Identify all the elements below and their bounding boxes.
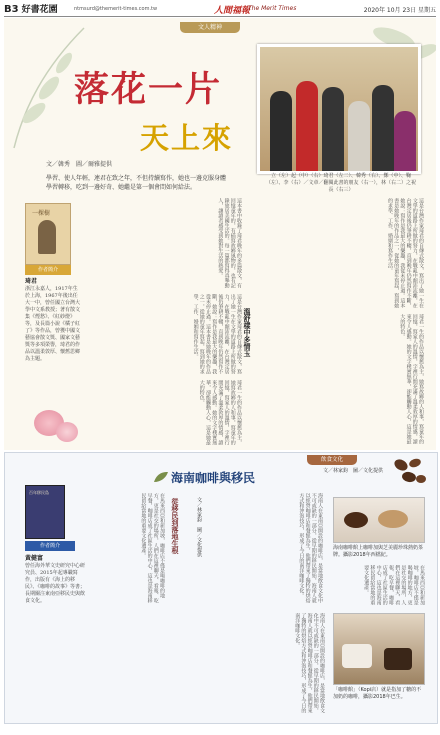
author-name: 黃健富 [25,555,44,562]
book-cover: 百年移民島 [25,485,65,539]
article-column: 這本書中收錄了琦君晚年的多篇散文，有回憶童年的，有描寫故鄉風物的，也有記錄旅居美國生活的。每一篇都寫得真摯動人，讓讀者感受到她對生活的熱愛。 [217,198,242,288]
masthead-logo: 人間福報 [214,6,251,16]
coffee-shop-photo [333,613,425,685]
flower-decoration-icon [56,422,78,442]
author-bio: 曾任海外華文史研究中心研究員、2015年起專職寫作，出版有《海上的移民》、《咖啡的故事》等書；長期關注東南亞移民史與飲食文化。 [25,563,86,604]
photo-caption: 立（左）起（中）（右）琦君（左二）、韓秀（右）、鄭（中）、鞠（左）、李（右）／文章／翻閱此書的朋友（右一），林（右二）之祝長（右三） [266,173,417,193]
author-profile [25,555,85,605]
headline-line1: 落花一片 [74,70,223,110]
section-tag: 文人精神 [180,22,240,33]
photo-caption: 「咖啡館」（Kopi店）就是指加了糖的不加奶的咖啡，攝影2018年巴生。 [333,687,422,700]
article-column: 海南人在東南亞開設的咖啡店，是當地飲食文化中不可或缺的一部分，從早期的移民開始，海南人就以經營咖啡店和餐館為生，他們帶來了獨特的烘焙方式和沖泡技巧，形成了今日的南洋咖啡文化。 [294,613,325,713]
author-name: 琦君 [25,278,38,285]
issue-date: 2020年 10月 23日 星期五 [363,7,436,14]
header-url: ntmsurd@themerit-times.com.tw [74,6,158,12]
photo-caption: 海南咖啡館上咖啡加與芝美麗珍珠熱奶茶牌。攝影2018年西檔紀。 [333,545,424,558]
author-badge: 作者簡介 [25,265,71,275]
coffee-photo [333,497,425,543]
section-label: B3 好書花園 [4,4,58,15]
headline-line2: 天上來 [140,121,234,155]
article-column: 在馬來西亞和新加坡，咖啡店不僅是喝咖啡的地方，更是社交的場所，人們在這裡聊天、看報、吃早餐，咖啡店成了社區生活的中心，這也是海南移民留給當地的重要文化遺產。 [363,565,425,605]
author-badge: 作者簡介 [25,541,75,551]
coffee-beans-icon [389,453,427,489]
article-column: 琦君一生的作品以懷舊為主，她寫故鄉的人和事，寫童年的回憶，寫家人的溫情，字裡行間充滿了溫柔敦厚的情感，讀來令人感動。她的文字樸實無華，卻能觸動人心，這是她最大的特色。 [198,380,242,445]
author-bio: 浙江永嘉人，1917年生於上海，1967年後出任大一中，曾任國立台灣大學中文系教授；著有散文集《煙愁》、《紅紗燈》等，及長篇小說《橘子紅了》等作品，曾獲中國文藝協會散文獎、國家文藝獎等多項榮譽，琦君的作品以溫柔敦厚、懷舊思鄉為主題。 [25,286,81,362]
article-column: 海南人在東南亞開設的咖啡店，是當地飲食文化中不可或缺的一部分，從早期的移民開始，海南人就以經營咖啡店和餐館為生，他們帶來了獨特的烘焙方式和沖泡技巧，形成了今日的南洋咖啡文化。 [298,493,323,603]
article-column: 琦君一生的作品以懷舊為主，她寫故鄉的人和事，寫童年的回憶，寫家人的溫情，字裡行間充滿了溫柔敦厚的情感，讀來令人感動。她的文字樸實無華，卻能觸動人心，這是她最大的特色。 [399,314,424,444]
author-profile [25,278,81,363]
article-column: 這是台灣作家琦君的自傳式散文，寫出了她一生在文學的道路上所做的努力，在戰亂中顛沛流離，在台灣定居後仍筆耕不輟，直到晚年仍然寫作不斷，她說：寫作是我最大的樂趣，我從未停止過。這本書是她晚年的作品之一，從她的童年寫起，寫到她的求學、工作、婚姻和寫作生活。 [386,198,424,308]
subheading: 溫舒樣中多情玉 [243,308,252,357]
article-column: 在馬來西亞和新加坡，咖啡店不僅是喝咖啡的地方，更是社交的場所，人們在這裡聊天、看報、吃早餐，咖啡店成了社區生活的中心，這也是海南移民留給當地的重要文化遺產。 [140,493,165,603]
group-photo [257,44,421,174]
lead-paragraph: 學習、使人年輕，連君在致之年，不但持續寫作，她也一邊克服身體學習轉移，吃到一邊好奇、她繼是第一個會問如何給法。 [46,175,227,191]
article-literary [4,18,436,450]
page-header [4,2,436,17]
byline-vertical: 文／林家鈞 圖／文化提供 [196,497,202,557]
byline: 文／林家鈞 圖／文化提供 [323,468,384,474]
byline: 文／韓秀 圖／爾雅提供 [46,161,113,168]
subheading: 從移民到落地生根 [171,498,180,554]
masthead-logo-en: The Merit Times [248,5,297,12]
article-food-culture [4,452,438,724]
article-column: 這是台灣作家琦君的自傳式散文，寫出了她一生在文學的道路上所做的努力，在戰亂中顛沛流離，在台灣定居後仍筆耕不輟，直到晚年仍然寫作不斷，她說：寫作是我最大的樂趣，我從未停止過。這本書是她晚年的作品之一，從她的童年寫起，寫到她的求學、工作、婚姻和寫作生活。 [192,294,242,374]
section-tag: 飲食文化 [307,455,357,465]
headline: 海南咖啡與移民 [171,471,256,485]
leaf-title-icon [153,471,169,483]
book-cover: 一棵樹 [25,203,71,265]
